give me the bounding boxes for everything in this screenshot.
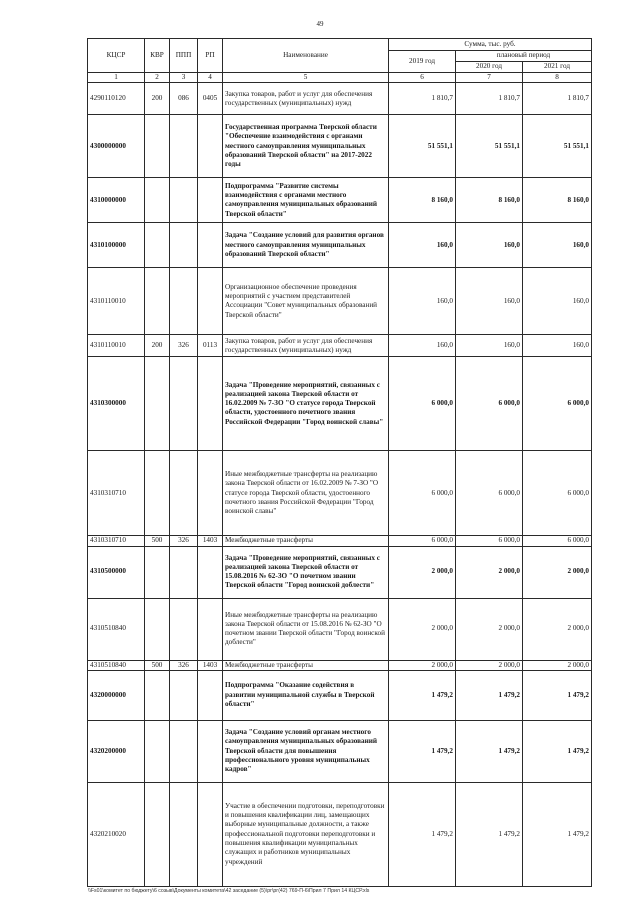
table-row <box>88 178 592 223</box>
column-number-cell: 5 <box>223 73 389 83</box>
column-number-cell: 1 <box>88 73 145 83</box>
table-row <box>88 720 592 782</box>
kcsr-cell: 4310110010 <box>88 268 145 335</box>
kvr-cell <box>145 223 170 268</box>
sum-2019-cell: 160,0 <box>389 223 456 268</box>
table-row <box>88 536 592 546</box>
sum-2019-cell: 1 479,2 <box>389 720 456 782</box>
kcsr-cell: 4320200000 <box>88 720 145 782</box>
rp-cell <box>198 546 223 598</box>
sum-2020-cell: 160,0 <box>456 268 523 335</box>
sum-2020-cell: 1 479,2 <box>456 670 523 720</box>
kcsr-cell: 4310000000 <box>88 178 145 223</box>
header-name: Наименование <box>223 39 389 73</box>
table-row <box>88 83 592 115</box>
name-cell: Подпрограмма "Оказание содействия в развитии муниципальной службы в Тверской области" <box>223 670 389 720</box>
kcsr-cell: 4310300000 <box>88 357 145 451</box>
kcsr-cell: 4310510840 <box>88 598 145 660</box>
column-number-cell: 3 <box>170 73 198 83</box>
sum-2021-cell: 2 000,0 <box>523 660 592 670</box>
sum-2021-cell: 1 479,2 <box>523 782 592 886</box>
header-planned-period: плановый период <box>456 51 592 62</box>
table-row <box>88 660 592 670</box>
sum-2020-cell: 2 000,0 <box>456 546 523 598</box>
header-rp: РП <box>198 39 223 73</box>
rp-cell: 0113 <box>198 335 223 357</box>
table-row <box>88 357 592 451</box>
kvr-cell: 500 <box>145 536 170 546</box>
ppp-cell <box>170 546 198 598</box>
sum-2021-cell: 1 810,7 <box>523 83 592 115</box>
page-number: 49 <box>316 20 324 28</box>
table-row <box>88 546 592 598</box>
name-cell: Задача "Создание условий органам местного самоуправления муниципальных образований Тверской области для повышения профессионального уровня муниципальных кадров" <box>223 720 389 782</box>
ppp-cell <box>170 357 198 451</box>
sum-2019-cell: 160,0 <box>389 268 456 335</box>
name-cell: Задача "Проведение мероприятий, связанных с реализацией закона Тверской области от 16.02.2009 № 7-ЗО "О статусе города Тверской области, удостоенного почетного звания Российской Федерации "Город воинской славы" <box>223 357 389 451</box>
rp-cell: 0405 <box>198 83 223 115</box>
sum-2019-cell: 51 551,1 <box>389 115 456 178</box>
column-number-cell: 7 <box>456 73 523 83</box>
name-cell: Межбюджетные трансферты <box>223 536 389 546</box>
sum-2020-cell: 8 160,0 <box>456 178 523 223</box>
sum-2020-cell: 2 000,0 <box>456 598 523 660</box>
name-cell: Участие в обеспечении подготовки, переподготовки и повышения квалификации лиц, замещающих выборные муниципальные должности, а также профессиональной подготовки переподготовки и повышения квалификации муниципальных служащих и работников муниципальных учреждений <box>223 782 389 886</box>
kvr-cell <box>145 546 170 598</box>
header-2019: 2019 год <box>389 51 456 73</box>
name-cell: Межбюджетные трансферты <box>223 660 389 670</box>
kvr-cell <box>145 720 170 782</box>
table-row <box>88 223 592 268</box>
rp-cell <box>198 670 223 720</box>
sum-2021-cell: 160,0 <box>523 268 592 335</box>
table-row <box>88 782 592 886</box>
ppp-cell <box>170 115 198 178</box>
kcsr-cell: 4310500000 <box>88 546 145 598</box>
kcsr-cell: 4310510840 <box>88 660 145 670</box>
name-cell: Организационное обеспечение проведения мероприятий с участием представителей Ассоциации "Совет муниципальных образований Тверской области" <box>223 268 389 335</box>
ppp-cell <box>170 178 198 223</box>
ppp-cell <box>170 670 198 720</box>
sum-2020-cell: 1 479,2 <box>456 720 523 782</box>
ppp-cell: 326 <box>170 660 198 670</box>
table-row <box>88 670 592 720</box>
ppp-cell: 326 <box>170 536 198 546</box>
sum-2021-cell: 2 000,0 <box>523 598 592 660</box>
kvr-cell <box>145 598 170 660</box>
sum-2021-cell: 1 479,2 <box>523 720 592 782</box>
name-cell: Иные межбюджетные трансферты на реализацию закона Тверской области от 15.08.2016 № 62-ЗО "О почетном звании Тверской области "Город воинской доблести" <box>223 598 389 660</box>
name-cell: Подпрограмма "Развитие системы взаимодействия с органами местного самоуправления муниципальных образований Тверской области" <box>223 178 389 223</box>
sum-2020-cell: 6 000,0 <box>456 536 523 546</box>
rp-cell <box>198 223 223 268</box>
rp-cell <box>198 115 223 178</box>
kcsr-cell: 4310100000 <box>88 223 145 268</box>
rp-cell <box>198 268 223 335</box>
table-row <box>88 598 592 660</box>
header-kvr: КВР <box>145 39 170 73</box>
sum-2021-cell: 160,0 <box>523 223 592 268</box>
table-row <box>88 451 592 536</box>
sum-2019-cell: 6 000,0 <box>389 357 456 451</box>
column-number-cell: 8 <box>523 73 592 83</box>
kvr-cell: 200 <box>145 335 170 357</box>
sum-2020-cell: 1 479,2 <box>456 782 523 886</box>
sum-2021-cell: 6 000,0 <box>523 451 592 536</box>
kvr-cell <box>145 451 170 536</box>
table-row <box>88 335 592 357</box>
kcsr-cell: 4300000000 <box>88 115 145 178</box>
sum-2021-cell: 6 000,0 <box>523 357 592 451</box>
sum-2021-cell: 8 160,0 <box>523 178 592 223</box>
header-sum: Сумма, тыс. руб. <box>389 39 592 51</box>
sum-2021-cell: 2 000,0 <box>523 546 592 598</box>
sum-2020-cell: 1 810,7 <box>456 83 523 115</box>
sum-2020-cell: 2 000,0 <box>456 660 523 670</box>
rp-cell <box>198 178 223 223</box>
kvr-cell: 200 <box>145 83 170 115</box>
rp-cell <box>198 598 223 660</box>
ppp-cell <box>170 782 198 886</box>
kcsr-cell: 4310310710 <box>88 536 145 546</box>
budget-table <box>87 38 592 887</box>
name-cell: Закупка товаров, работ и услуг для обеспечения государственных (муниципальных) нужд <box>223 83 389 115</box>
kcsr-cell: 4310110010 <box>88 335 145 357</box>
sum-2019-cell: 1 810,7 <box>389 83 456 115</box>
rp-cell <box>198 782 223 886</box>
kcsr-cell: 4320210020 <box>88 782 145 886</box>
rp-cell <box>198 357 223 451</box>
sum-2021-cell: 160,0 <box>523 335 592 357</box>
table-row <box>88 268 592 335</box>
sum-2020-cell: 51 551,1 <box>456 115 523 178</box>
column-number-row <box>88 73 592 83</box>
ppp-cell: 086 <box>170 83 198 115</box>
rp-cell <box>198 720 223 782</box>
header-kcsr: КЦСР <box>88 39 145 73</box>
sum-2020-cell: 6 000,0 <box>456 451 523 536</box>
sum-2019-cell: 1 479,2 <box>389 782 456 886</box>
kvr-cell: 500 <box>145 660 170 670</box>
name-cell: Задача "Создание условий для развития органов местного самоуправления муниципальных образований Тверской области" <box>223 223 389 268</box>
file-path-footer: \\Fs01\комитет по бюджету\6 созыв\Документы комитета\42 заседание (5)\рг\рг(42) 769-П-6\Прил 7 Прил 14 КЦСР.xls <box>88 888 370 894</box>
column-number-cell: 2 <box>145 73 170 83</box>
kcsr-cell: 4290110120 <box>88 83 145 115</box>
sum-2019-cell: 1 479,2 <box>389 670 456 720</box>
kcsr-cell: 4320000000 <box>88 670 145 720</box>
sum-2020-cell: 6 000,0 <box>456 357 523 451</box>
sum-2019-cell: 6 000,0 <box>389 451 456 536</box>
kvr-cell <box>145 357 170 451</box>
kvr-cell <box>145 670 170 720</box>
sum-2019-cell: 160,0 <box>389 335 456 357</box>
ppp-cell <box>170 451 198 536</box>
ppp-cell <box>170 720 198 782</box>
header-2021: 2021 год <box>523 62 592 73</box>
sum-2021-cell: 51 551,1 <box>523 115 592 178</box>
column-number-cell: 4 <box>198 73 223 83</box>
kvr-cell <box>145 268 170 335</box>
name-cell: Закупка товаров, работ и услуг для обеспечения государственных (муниципальных) нужд <box>223 335 389 357</box>
name-cell: Государственная программа Тверской области "Обеспечение взаимодействия с органами местного самоуправления муниципальных образований Тверской области" на 2017-2022 годы <box>223 115 389 178</box>
ppp-cell <box>170 223 198 268</box>
kvr-cell <box>145 782 170 886</box>
ppp-cell <box>170 268 198 335</box>
ppp-cell <box>170 598 198 660</box>
kvr-cell <box>145 178 170 223</box>
rp-cell: 1403 <box>198 660 223 670</box>
sum-2020-cell: 160,0 <box>456 335 523 357</box>
kvr-cell <box>145 115 170 178</box>
name-cell: Иные межбюджетные трансферты на реализацию закона Тверской области от 16.02.2009 № 7-ЗО "О статусе города Тверской области, удостоенного почетного звания Российской Федерации "Город воинской славы" <box>223 451 389 536</box>
sum-2019-cell: 6 000,0 <box>389 536 456 546</box>
sum-2020-cell: 160,0 <box>456 223 523 268</box>
kcsr-cell: 4310310710 <box>88 451 145 536</box>
table-row <box>88 115 592 178</box>
sum-2021-cell: 6 000,0 <box>523 536 592 546</box>
sum-2019-cell: 8 160,0 <box>389 178 456 223</box>
rp-cell: 1403 <box>198 536 223 546</box>
header-2020: 2020 год <box>456 62 523 73</box>
sum-2019-cell: 2 000,0 <box>389 598 456 660</box>
sum-2019-cell: 2 000,0 <box>389 546 456 598</box>
rp-cell <box>198 451 223 536</box>
sum-2019-cell: 2 000,0 <box>389 660 456 670</box>
sum-2021-cell: 1 479,2 <box>523 670 592 720</box>
column-number-cell: 6 <box>389 73 456 83</box>
header-ppp: ППП <box>170 39 198 73</box>
name-cell: Задача "Проведение мероприятий, связанных с реализацией закона Тверской области от 15.08.2016 № 62-ЗО "О почетном звании Тверской области "Город воинской доблести" <box>223 546 389 598</box>
ppp-cell: 326 <box>170 335 198 357</box>
